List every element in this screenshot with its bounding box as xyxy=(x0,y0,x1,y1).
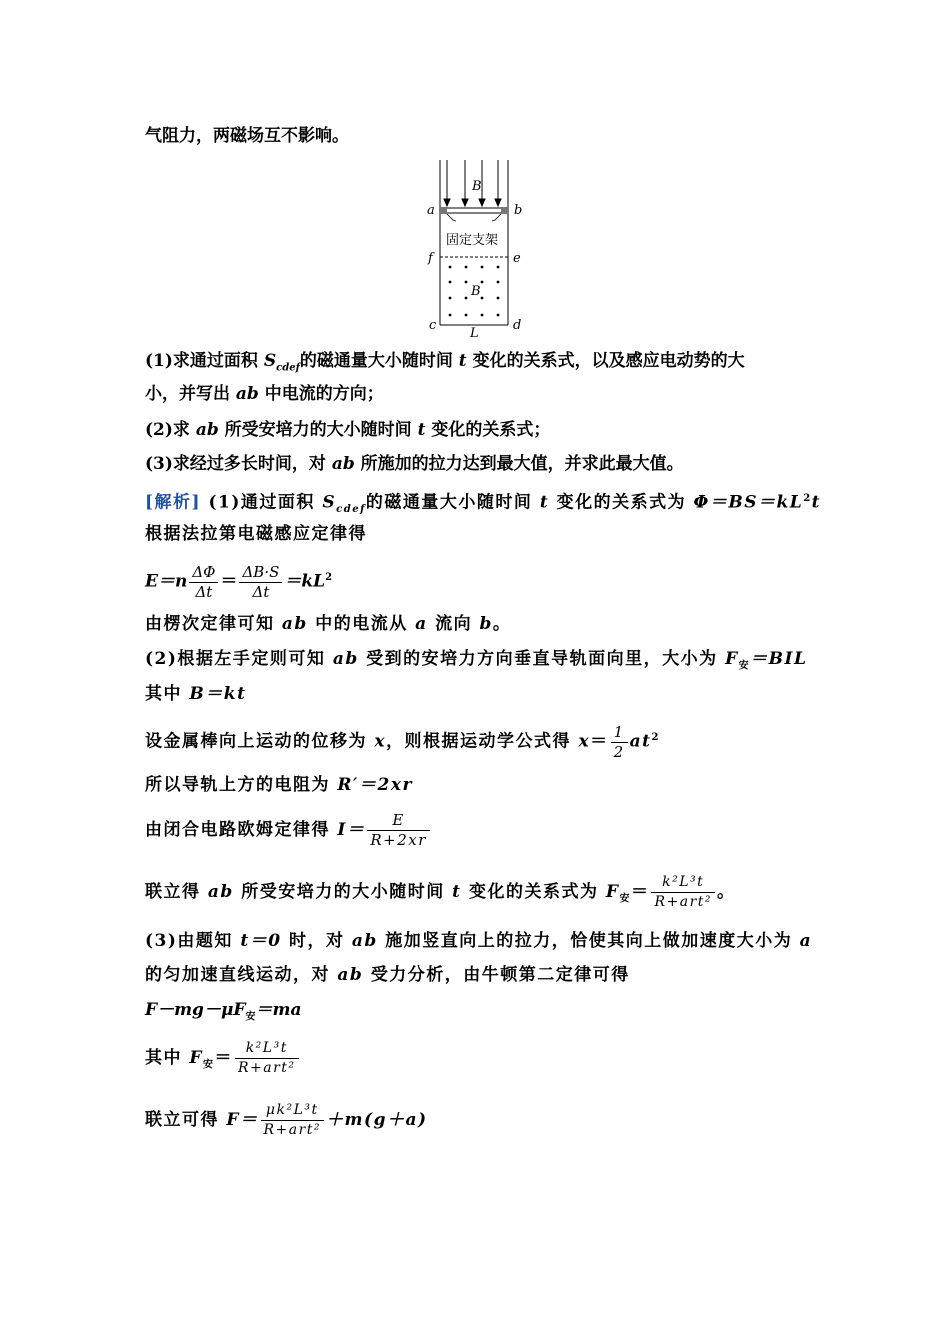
rod-end-a xyxy=(440,207,447,214)
label-f: f xyxy=(428,251,433,266)
label-B-top: B xyxy=(472,179,482,194)
solution-line-14: 其中 $F_安=$ $\frac{\text{k²L³t}}{\text{R+art²}}$ xyxy=(145,1036,301,1087)
rod-end-b xyxy=(501,207,508,214)
solution-line-2: 根据法拉第电磁感应定律得 xyxy=(145,524,367,544)
intro-text: 气阻力，两磁场互不影响。 xyxy=(145,126,349,146)
solution-line-8: 所以导轨上方的电阻为 R′＝2xr xyxy=(145,775,413,795)
support-lines xyxy=(447,214,501,221)
solution-line-3: E＝n $\frac{\Delta\Phi}{\Delta t}$ ＝ $\frac{\Delta B\cdot S}{\Delta t}$ $=kL^2$ xyxy=(145,562,333,601)
question-3: (3)求经过多长时间，对 ab 所施加的拉力达到最大值，并求此最大值。 xyxy=(145,454,684,474)
solution-line-7: 设金属棒向上运动的位移为 x，则根据运动学公式得 x＝ $\frac{1}{2}$ $at^2$ xyxy=(145,722,661,761)
label-B-bottom: B xyxy=(471,284,481,299)
solution-line-15: 联立可得 F＝ $\frac{\text{μk²L³t}}{\text{R+art²}}$ ＋m(g＋a) xyxy=(145,1102,428,1138)
question-1-line1: (1)求通过面积 $S_{cdef}$的磁通量大小随时间 t 变化的关系式，以及感应电动势的大 xyxy=(145,351,745,374)
metal-rod-ab xyxy=(440,208,508,213)
question-1-line2: 小，并写出 ab 中电流的方向； xyxy=(145,384,384,404)
solution-line-10: 联立得 ab 所受安培力的大小随时间 t 变化的关系式为 $F_安=$ $\frac{\text{k²L³t}}{\text{R+art²}}$ 。 xyxy=(145,874,736,910)
solution-line-9: 由闭合电路欧姆定律得 I＝ $\frac{E}{R+2xr}$ xyxy=(145,810,432,850)
solution-line-13: $F-mg-\mu F_安=ma$ xyxy=(145,1000,302,1023)
question-2: (2)求 ab 所受安培力的大小随时间 t 变化的关系式； xyxy=(145,420,551,440)
label-d: d xyxy=(513,318,522,333)
solution-line-6: 其中 B＝kt xyxy=(145,684,247,704)
solution-tag: [解析] xyxy=(145,492,202,513)
label-e: e xyxy=(513,251,521,266)
solution-line-1: [解析] (1)通过面积 $S_{cdef}$的磁通量大小随时间 t 变化的关系式为 $\Phi=BS=kL^2t$ xyxy=(145,492,822,516)
support-label: 固定支架 xyxy=(446,233,499,248)
label-L: L xyxy=(470,326,479,340)
label-b: b xyxy=(514,203,523,218)
solution-line-5: (2)根据左手定则可知 ab 受到的安培力方向垂直导轨面向里，大小为 $F_安=BIL$ xyxy=(145,649,808,672)
solution-line-12: 的匀加速直线运动，对 ab 受力分析，由牛顿第二定律可得 xyxy=(145,965,630,985)
circuit-figure xyxy=(420,155,540,340)
solution-line-4: 由楞次定律可知 ab 中的电流从 a 流向 b。 xyxy=(145,614,512,634)
label-a: a xyxy=(427,203,435,218)
label-c: c xyxy=(429,318,437,333)
solution-line-11: (3)由题知 t＝0 时，对 ab 施加竖直向上的拉力，恰使其向上做加速度大小为 a xyxy=(145,931,813,951)
